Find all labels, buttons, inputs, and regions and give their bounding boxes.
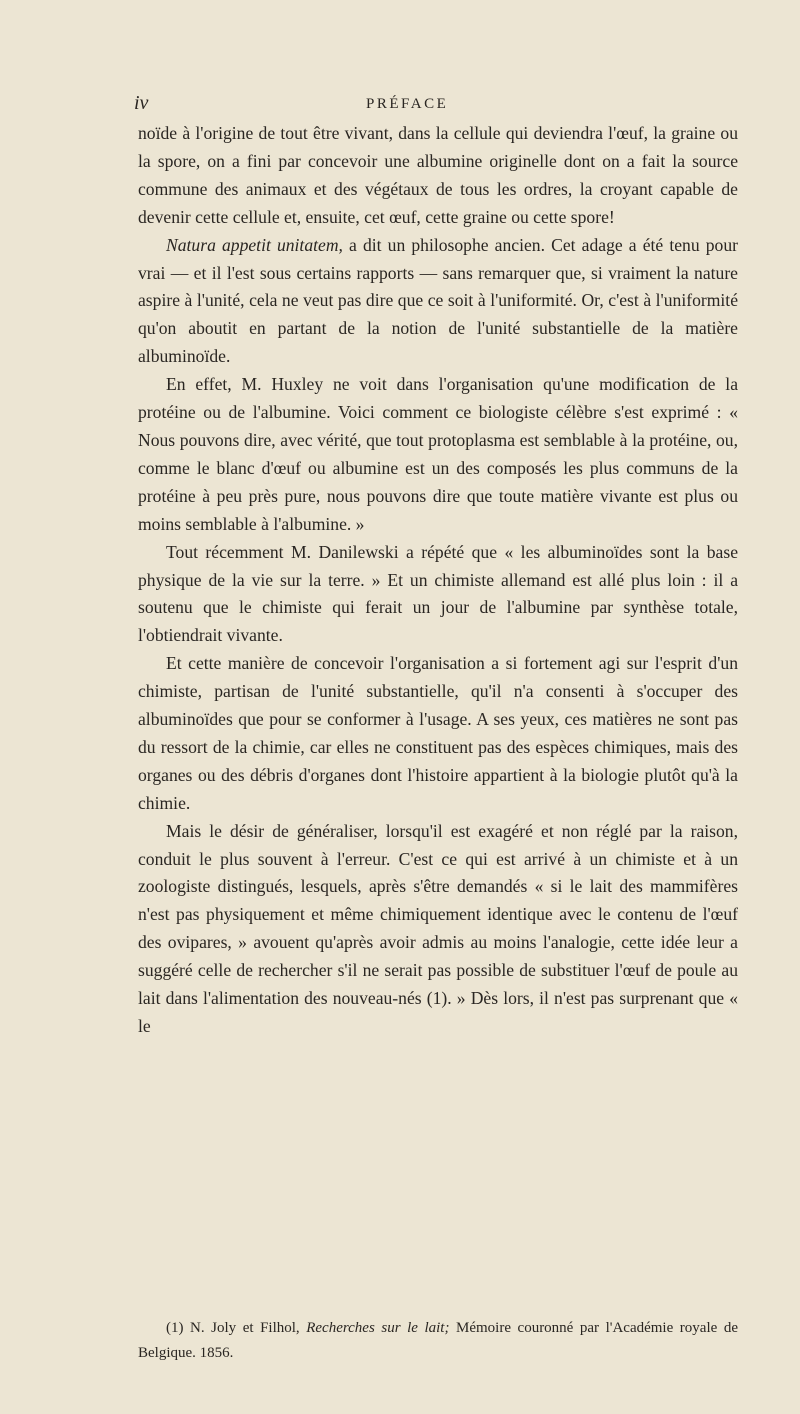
page-header [110,88,750,118]
footnote-rest: Mémoire couronné par l'Académie royale de Belgique. 1856. [138,1320,738,1361]
paragraph-6: Mais le désir de généraliser, lorsqu'il est exagéré et non réglé par la raison, conduit le plus souvent à l'erreur. C'est ce qui est arrivé à un chimiste et à un zoologiste distingués, lesquels, après s'être demandés « si le lait des mammifères n'est pas physiquement et même chimiquement identique avec le contenu de l'œuf des ovipares, » avouent qu'après avoir admis au moins l'analogie, cette idée leur a suggéré celle de rechercher s'il ne serait pas possible de substituer l'œuf de poule au lait dans l'alimentation des nouveau-nés (1). » Dès lors, il n'est pas surprenant que « le [138,820,738,1036]
page-number: iv [134,92,149,114]
latin-quote: Natura appetit unitatem, [166,234,343,255]
paragraph-4: Tout récemment M. Danilewski a répété que « les albuminoïdes sont la base physique de la vie sur la terre. » Et un chimiste allemand est allé plus loin : il a soutenu que le chimiste qui ferait un jour de l'albumine par synthèse totale, l'obtiendrait vivante. [138,541,738,646]
paragraph-1: noïde à l'origine de tout être vivant, dans la cellule qui deviendra l'œuf, la graine ou la spore, on a fini par concevoir une albumine originelle dont on a fait la source commune des animaux et des végétaux de tous les ordres, la croyant capable de devenir cette cellule et, ensuite, cet œuf, cette graine ou cette spore! [138,123,738,227]
body-text [138,120,738,1041]
footnote [138,1316,738,1366]
running-head: PRÉFACE [366,96,449,112]
paragraph-2 [138,232,738,372]
paragraph-3: En effet, M. Huxley ne voit dans l'organisation qu'une modification de la protéine ou de l'albumine. Voici comment ce biologiste célèbre s'est exprimé : « Nous pouvons dire, avec vérité, que tout protoplasma est semblable à la protéine, ou, comme le blanc d'œuf ou albumine est un des composés les plus communs de la protéine à peu près pure, nous pouvons dire que toute matière vivante est plus ou moins semblable à l'albumine. » [138,374,738,534]
footnote-title: Recherches sur le lait; [306,1320,450,1336]
paragraph-5: Et cette manière de concevoir l'organisation a si fortement agi sur l'esprit d'un chimiste, partisan de l'unité substantielle, qu'il n'a consenti à s'occuper des albuminoïdes que pour se conformer à l'usage. A ses yeux, ces matières ne sont pas du ressort de la chimie, car elles ne constituent pas des espèces chimiques, mais des organes ou des débris d'organes dont l'histoire appartient à la biologie plutôt qu'à la chimie. [138,653,738,813]
footnote-prefix: (1) N. Joly et Filhol, [166,1320,307,1336]
paragraph-2-text: a dit un philosophe ancien. Cet adage a été tenu pour vrai — et il l'est sous certains rapports — sans remarquer que, si vraiment la nature aspire à l'unité, cela ne veut pas dire que ce soit à l'uniformité. Or, c'est à l'uniformité qu'on aboutit en partant de la notion de l'unité substantielle de la matière albuminoïde. [138,234,738,367]
